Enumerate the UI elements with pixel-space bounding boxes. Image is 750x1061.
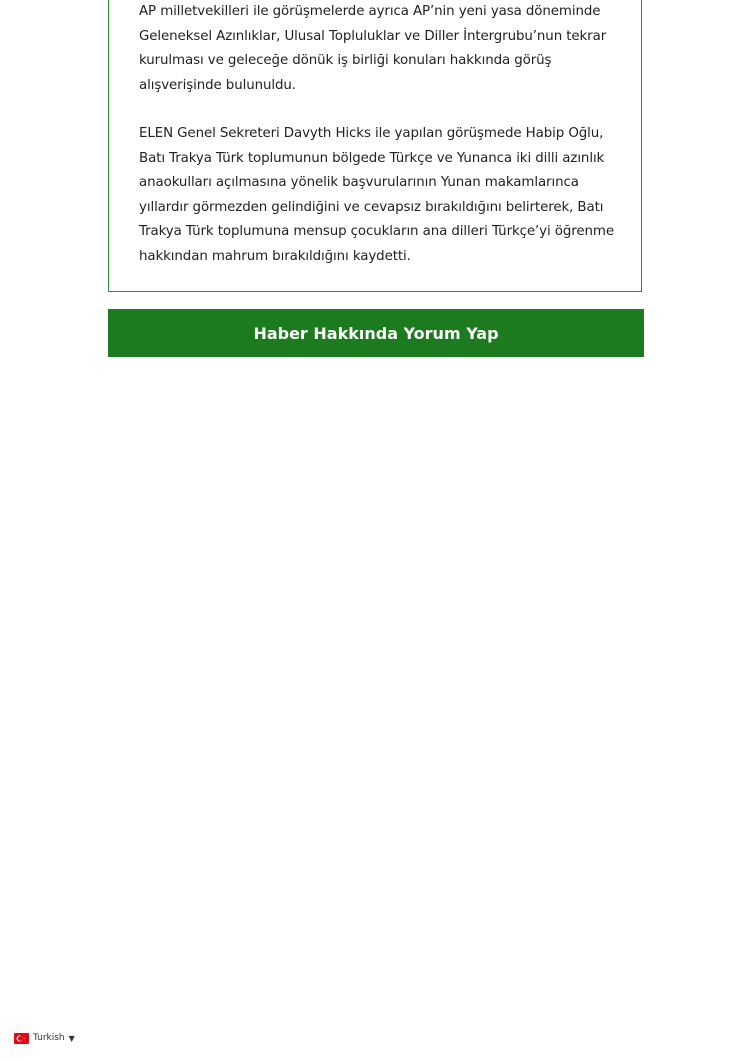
language-switcher[interactable] [14,1031,75,1045]
article-paragraph: ELEN Genel Sekreteri Davyth Hicks ile yapılan görüşmede Habip Oğlu, Batı Trakya Türk toplumunun bölgede Türkçe ve Yunanca iki dilli azınlık anaokulları açılmasına yönelik başvurularının Yunan makamlarınca yıllardır görmezden gelindiğini ve cevapsız bırakıldığını belirterek, Batı Trakya Türk toplumuna mensup çocukların ana dilleri Türkçe’yi öğrenme hakkından mahrum bırakıldığını kaydetti. [139,126,614,264]
turkey-flag-icon [14,1033,29,1044]
article-content-box [108,0,642,292]
chevron-down-icon: ▼ [68,1033,75,1043]
language-label: Turkish [33,1033,65,1043]
article-body [139,0,615,293]
comment-on-news-button[interactable]: Haber Hakkında Yorum Yap [108,309,644,357]
article-paragraph: AP milletvekilleri ile görüşmelerde ayrıca AP’nin yeni yasa döneminde Geleneksel Azınlıklar, Ulusal Topluluklar ve Diller İntergrubu’nun tekrar kurulması ve geleceğe dönük iş birliği konuları hakkında görüş alışverişinde bulunuldu. [139,4,607,93]
